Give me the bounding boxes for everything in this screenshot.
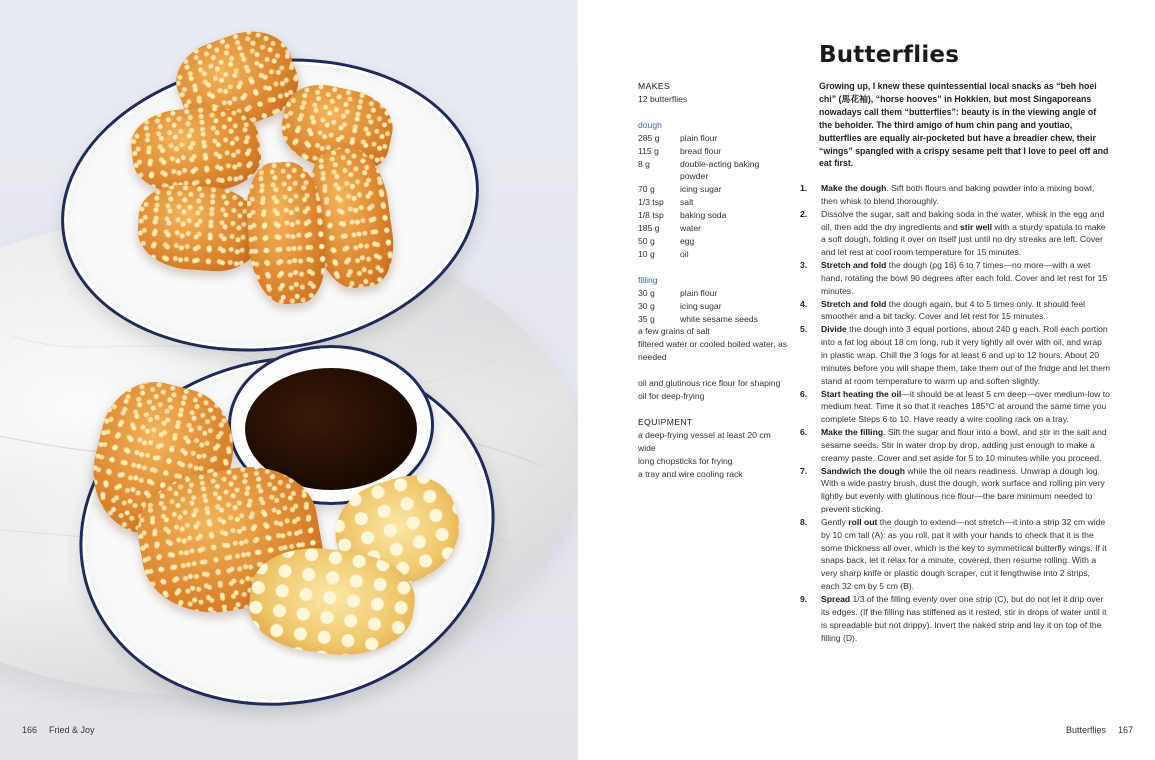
ingredient-qty: 1/3 tsp [638, 197, 664, 208]
filling-ingredient-list [638, 287, 788, 326]
ingredient-name: plain flour [680, 132, 718, 143]
method-step [800, 259, 1110, 298]
ingredient-row [638, 196, 788, 209]
step-number: 5. [800, 324, 808, 335]
step-text: Gently [821, 516, 849, 527]
step-number: 9. [800, 594, 808, 604]
ingredient-row [638, 313, 788, 326]
step-keyword: Stretch and fold [821, 298, 887, 309]
ingredient-name: plain flour [680, 287, 718, 298]
step-keyword: Make the filling [821, 427, 884, 438]
method-step [800, 593, 1110, 644]
makes-label: MAKES [638, 81, 671, 91]
ingredient-row [638, 222, 788, 235]
ingredient-row [638, 183, 788, 196]
step-text: —it should be at least 5 cm deep—over medium-low to medium heat. Time it so that it reaches 185°C at around the same time you complete Steps 6 to 10. Have ready a wire cooling rack on a tray. [821, 388, 1110, 425]
page-number: 166 [22, 725, 38, 735]
makes-value: 12 butterflies [638, 93, 688, 104]
running-head: Butterflies [1065, 725, 1106, 735]
equipment-item: a deep-frying vessel at least 20 cm wide [638, 429, 771, 453]
step-keyword: Spread [821, 594, 851, 604]
ingredient-row [638, 235, 788, 248]
ingredient-qty: 30 g [638, 287, 655, 298]
ingredient-qty: 10 g [638, 248, 655, 259]
shaping-line: oil and glutinous rice flour for shaping [638, 378, 781, 389]
ingredient-row [638, 300, 788, 313]
ingredient-qty: 1/8 tsp [638, 210, 664, 221]
step-number: 6. [800, 427, 808, 438]
right-folio [1054, 725, 1133, 735]
ingredient-qty: 35 g [638, 313, 655, 324]
method-step [800, 516, 1110, 593]
ingredient-name: double-acting baking powder [680, 158, 760, 182]
step-text: Dissolve the sugar, salt and baking soda in the water, whisk in the egg and oil, then add the dry ingredients and [821, 208, 1105, 232]
filling-extra-line: a few grains of salt [638, 326, 710, 337]
step-keyword: roll out [848, 516, 878, 527]
step-number: 3. [800, 260, 808, 271]
method-step [800, 388, 1110, 427]
ingredient-name: salt [680, 197, 694, 208]
ingredient-name: water [680, 223, 702, 234]
step-text: the dough to extend—not stretch—it into a strip 32 cm wide by 10 cm tall (A): as you roll, pat it with your hands to check that it is the some thickness all over, which is the key to symmetrical butterfly wings. If it snaps back, let it relax for a minute, covered, then resume rolling. With a very sharp knife or plastic dough scraper, cut it lengthwise into 2 strips, each 32 cm by 5 cm (B). [821, 516, 1107, 592]
step-text: 1/3 of the filling evenly over one strip (C), but do not let it drip over its edges. (If the filling has stiffened as it rested, stir in drops of water until it is spreadable but not drippy). Invert the naked strip and lay it on top of the filling (D). [821, 594, 1107, 643]
step-keyword: stir well [960, 221, 993, 232]
step-number: 6. [800, 388, 808, 399]
equipment-list [638, 429, 788, 481]
ingredient-row [638, 158, 788, 184]
equipment-label: EQUIPMENT [638, 416, 693, 427]
step-number: 4. [800, 298, 808, 309]
ingredient-name: bread flour [680, 145, 722, 156]
ingredient-row [638, 145, 788, 158]
shaping-line: oil for deep-frying [638, 391, 705, 402]
ingredient-qty: 30 g [638, 300, 655, 311]
page-number: 167 [1117, 725, 1133, 735]
ingredient-row [638, 209, 788, 222]
step-keyword: Divide [821, 324, 847, 335]
equipment-item: a tray and wire cooling rack [638, 468, 743, 479]
method-step [800, 208, 1110, 259]
step-text: the dough again, but 4 to 5 times only. It should feel smoother and a bit tacky. Cover and let rest for 15 minutes. [821, 298, 1086, 322]
method-step [800, 182, 1110, 208]
shaping-lines [638, 377, 788, 403]
method-step [800, 323, 1110, 387]
running-head: Fried & Joy [49, 725, 95, 735]
step-text: the dough into 3 equal portions, about 240 g each. Roll each portion into a fat log about 18 cm long, rub it very lightly all over with oil, and wrap in plastic wrap. Chill the 3 logs for at least 6 and up to 12 hours. About 20 minutes before you will shape them, take them out of the fridge and let them stand at room temperature to warm up and soften slightly. [821, 324, 1111, 386]
ingredient-name: icing sugar [680, 300, 722, 311]
dough-ingredient-list [638, 132, 788, 261]
step-keyword: Stretch and fold [821, 260, 887, 271]
ingredient-qty: 70 g [638, 184, 655, 195]
method-steps [800, 182, 1110, 644]
step-number: 7. [800, 465, 808, 476]
step-text: . Sift both flours and baking powder into a mixing bowl, then whisk to blend thoroughly. [821, 183, 1095, 206]
ingredient-qty: 50 g [638, 235, 655, 246]
step-number: 1. [800, 183, 808, 193]
method-step [800, 426, 1110, 465]
step-text: with a sturdy spatula to make a soft dough, folding it over on itself just until no dry streaks are left. Cover and let rest at cool room temperature for 15 minutes. [821, 221, 1106, 258]
recipe-page [578, 0, 1155, 760]
filling-extra-line: filtered water or cooled boiled water, as needed [638, 339, 788, 363]
step-keyword: Start heating the oil [821, 388, 902, 399]
step-text: while the oil nears readiness. Unwrap a dough log. With a wide pastry brush, dust the dough, work surface and rolling pin very lightly but evenly with glutinous rice flour—the bare minimum needed to prevent sticking. [821, 465, 1105, 515]
method-step [800, 298, 1110, 324]
step-text: . Sift the sugar and flour into a bowl, and stir in the salt and sesame seeds. Stir in water drop by drop, adding just enough to make a creamy paste. Cover and set aside for 5 to 10 minutes while you proceed. [821, 427, 1107, 463]
ingredient-row [638, 132, 788, 145]
filling-extras [638, 325, 788, 364]
recipe-title: Butterflies [819, 42, 960, 68]
ingredient-name: icing sugar [680, 184, 722, 195]
ingredient-name: white sesame seeds [680, 313, 758, 324]
intro-paragraph: Growing up, I knew these quintessential local snacks as “beh hoei chi” (馬花袖), “horse hooves” in Hokkien, but most Singaporeans nowadays call them “butterflies”: beauty is in the viewing angle of the beholder. The third amigo of hum chin pang and youtiao, butterflies are equally air-pocketed but have a breadier chew, their “wings” spangled with a crispy sesame pelt that I love to peel off and eat first. [819, 81, 1109, 169]
ingredient-name: baking soda [680, 210, 727, 221]
ingredient-name: egg [680, 235, 695, 246]
method-step [800, 465, 1110, 516]
filling-label: filling [638, 274, 658, 285]
ingredient-name: oil [680, 248, 689, 259]
ingredient-qty: 185 g [638, 223, 660, 234]
step-text: the dough (pg 16) 6 to 7 times—no more—with a wet hand, rotating the bowl 90 degrees after each fold. Cover and let rest for 15 minutes. [821, 260, 1108, 296]
ingredient-qty: 285 g [638, 132, 660, 143]
step-number: 8. [800, 516, 808, 527]
ingredient-qty: 8 g [638, 158, 650, 169]
step-keyword: Sandwich the dough [821, 465, 906, 476]
ingredient-row [638, 248, 788, 261]
equipment-item: long chopsticks for frying [638, 455, 733, 466]
ingredients-sidebar [638, 80, 788, 480]
ingredient-qty: 115 g [638, 145, 659, 156]
step-keyword: Make the dough [821, 183, 887, 193]
left-folio [22, 725, 107, 735]
step-number: 2. [800, 208, 808, 219]
dough-label: dough [638, 119, 662, 130]
ingredient-row [638, 287, 788, 300]
